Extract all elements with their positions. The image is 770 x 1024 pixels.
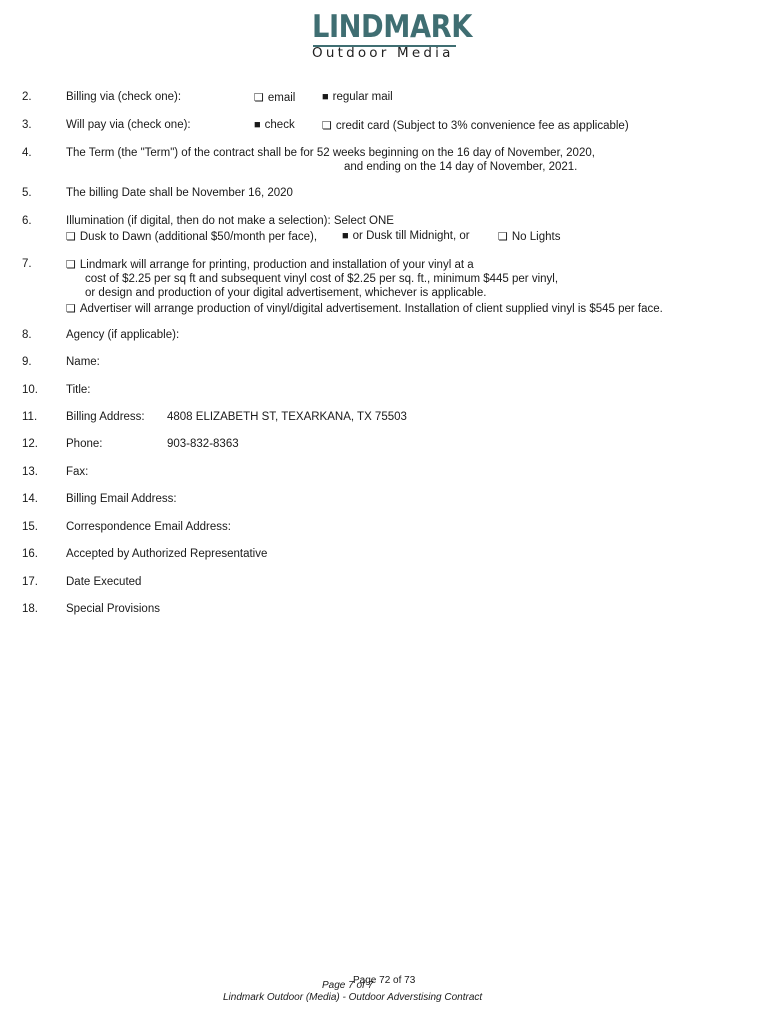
fax-label: Fax: bbox=[66, 466, 89, 478]
phone-value: 903-832-8363 bbox=[167, 438, 239, 450]
billing-email-label: Billing Email Address: bbox=[66, 493, 177, 505]
phone-label: Phone: bbox=[66, 438, 103, 450]
unchecked-box-icon[interactable]: ❏ bbox=[66, 231, 76, 243]
pay-credit-card-option[interactable]: ❏ credit card (Subject to 3% convenience fee as applicable) bbox=[322, 120, 629, 132]
company-logo: LINDMARK bbox=[312, 9, 472, 45]
item-number: 5. bbox=[22, 187, 32, 199]
page-number-overlay: Page 72 of 73 bbox=[353, 975, 416, 986]
item-number: 3. bbox=[22, 119, 32, 131]
billing-address-value: 4808 ELIZABETH ST, TEXARKANA, TX 75503 bbox=[167, 411, 407, 423]
item-number: 4. bbox=[22, 147, 32, 159]
agency-label: Agency (if applicable): bbox=[66, 329, 180, 341]
correspondence-email-label: Correspondence Email Address: bbox=[66, 521, 231, 533]
item-number: 14. bbox=[22, 493, 38, 505]
footer-title: Lindmark Outdoor (Media) - Outdoor Adverstising Contract bbox=[223, 992, 483, 1003]
billing-via-label: Billing via (check one): bbox=[66, 91, 182, 103]
company-logo-subtitle: Outdoor Media bbox=[312, 45, 454, 61]
unchecked-box-icon[interactable]: ❏ bbox=[66, 303, 76, 315]
unchecked-box-icon[interactable]: ❏ bbox=[322, 120, 332, 132]
item-number: 11. bbox=[22, 411, 38, 423]
pay-check-option[interactable]: ■ check bbox=[254, 119, 295, 131]
name-label: Name: bbox=[66, 356, 100, 368]
item-number: 18. bbox=[22, 603, 38, 615]
title-label: Title: bbox=[66, 384, 91, 396]
item-number: 10. bbox=[22, 384, 38, 396]
term-text-line2: and ending on the 14 day of November, 2021. bbox=[344, 161, 578, 173]
item-number: 13. bbox=[22, 466, 38, 478]
special-provisions-label: Special Provisions bbox=[66, 603, 160, 615]
illumination-dusk-to-dawn-option[interactable]: ❏ Dusk to Dawn (additional $50/month per face), bbox=[66, 231, 318, 243]
billing-email-option[interactable]: ❏ email bbox=[254, 92, 296, 104]
item-number: 6. bbox=[22, 215, 32, 227]
item-number: 16. bbox=[22, 548, 38, 560]
production-text-line3: or design and production of your digital advertisement, whichever is applicable. bbox=[85, 287, 487, 299]
billing-date-text: The billing Date shall be November 16, 2020 bbox=[66, 187, 293, 199]
item-number: 12. bbox=[22, 438, 38, 450]
item-number: 9. bbox=[22, 356, 32, 368]
pay-via-label: Will pay via (check one): bbox=[66, 119, 191, 131]
date-executed-label: Date Executed bbox=[66, 576, 142, 588]
lindmark-production-option[interactable]: ❏ Lindmark will arrange for printing, production and installation of your vinyl at a bbox=[66, 259, 474, 271]
illumination-label: Illumination (if digital, then do not make a selection): Select ONE bbox=[66, 215, 394, 227]
authorized-representative-label: Accepted by Authorized Representative bbox=[66, 548, 268, 560]
term-text-line1: The Term (the "Term") of the contract shall be for 52 weeks beginning on the 16 day of November, 2020, bbox=[66, 147, 595, 159]
unchecked-box-icon[interactable]: ❏ bbox=[66, 259, 76, 271]
item-number: 8. bbox=[22, 329, 32, 341]
item-number: 15. bbox=[22, 521, 38, 533]
advertiser-production-option[interactable]: ❏ Advertiser will arrange production of vinyl/digital advertisement. Installation of client supplied vinyl is $545 per face. bbox=[66, 303, 663, 315]
page-number: Page 7 of 7 bbox=[322, 980, 374, 991]
illumination-dusk-till-midnight-option[interactable]: ■ or Dusk till Midnight, or bbox=[342, 230, 470, 242]
billing-regular-mail-option[interactable]: ■ regular mail bbox=[322, 91, 393, 103]
checked-box-icon[interactable]: ■ bbox=[322, 91, 329, 103]
item-number: 2. bbox=[22, 91, 32, 103]
item-number: 17. bbox=[22, 576, 38, 588]
item-number: 7. bbox=[22, 258, 32, 270]
illumination-no-lights-option[interactable]: ❏ No Lights bbox=[498, 231, 561, 243]
production-text-line2: cost of $2.25 per sq ft and subsequent vinyl cost of $2.25 per sq. ft., minimum $445 per vinyl, bbox=[85, 273, 559, 285]
unchecked-box-icon[interactable]: ❏ bbox=[254, 92, 264, 104]
checked-box-icon[interactable]: ■ bbox=[254, 119, 261, 131]
checked-box-icon[interactable]: ■ bbox=[342, 230, 349, 242]
billing-address-label: Billing Address: bbox=[66, 411, 145, 423]
unchecked-box-icon[interactable]: ❏ bbox=[498, 231, 508, 243]
